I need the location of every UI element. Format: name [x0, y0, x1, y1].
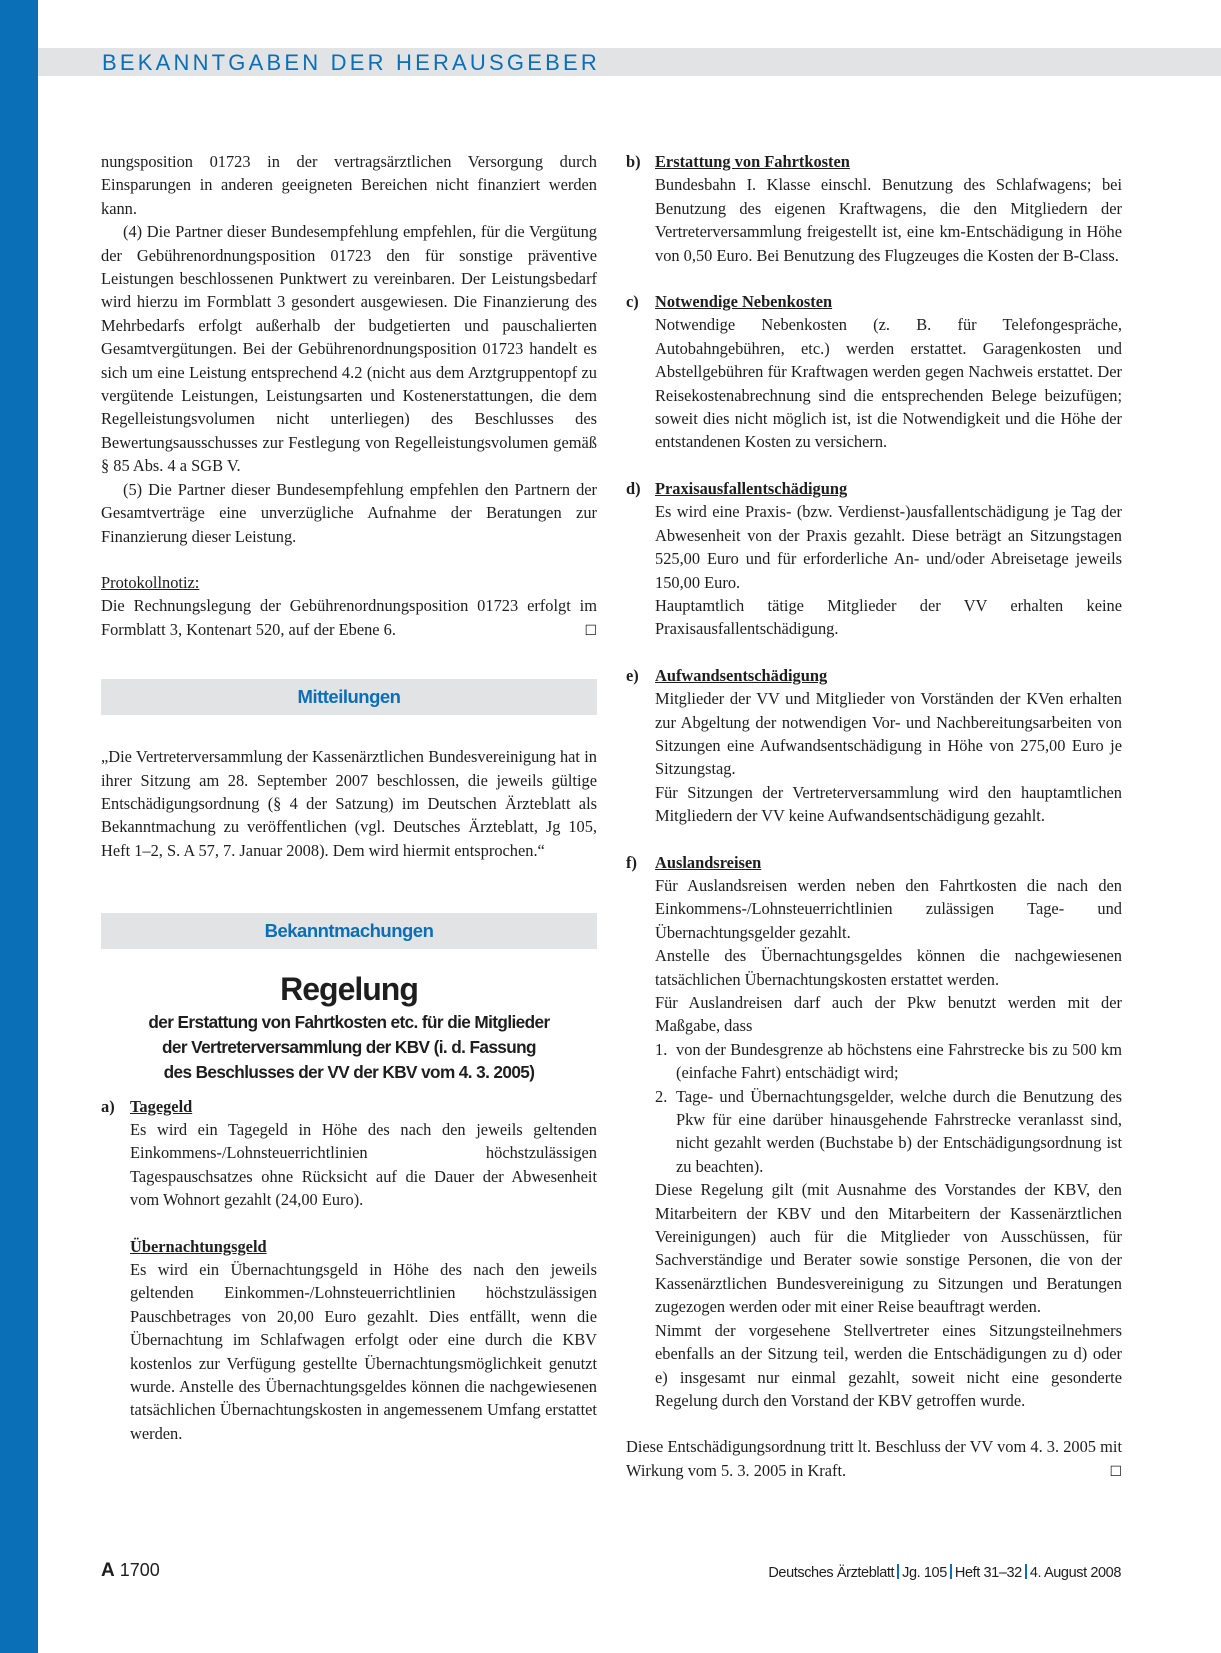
item-text: Für Auslandsreisen werden neben den Fahrtkosten die nach den Einkommens-/Lohnsteuerrichtlinien zulässigen Tage- und Übernachtungsgelder gezahlt. — [655, 875, 1122, 942]
regelung-title: Regelung — [280, 971, 418, 1008]
item-letter: a) — [101, 1096, 115, 1116]
regelung-subtitle-line: der Vertreterversammlung der KBV (i. d. Fassung — [162, 1036, 536, 1057]
item-title: Übernachtungsgeld — [130, 1236, 267, 1256]
item-text: Für Auslandreisen darf auch der Pkw benutzt werden mit der Maßgabe, dass — [655, 993, 1122, 1036]
item-title: Tagegeld — [130, 1096, 193, 1116]
closing-text: Diese Entschädigungsordnung tritt lt. Beschluss der VV vom 4. 3. 2005 mit Wirkung vom 5. 3. 2005 in Kraft. ☐ — [626, 1435, 1122, 1482]
item-text: Nimmt der vorgesehene Stellvertreter eines Sitzungsteilnehmers ebenfalls an der Sitzung teil, werden die Entschädigungen zu d) oder e) insgesamt nur einmal gezahlt, soweit nicht eine gesonderte Regelung durch den Vorstand der KBV getroffen wurde. — [655, 1320, 1122, 1410]
item-text: Mitglieder der VV und Mitglieder von Vorständen der KVen erhalten zur Abgeltung der notwendigen Vor- und Nachbereitungsarbeiten von Sitzungen eine Aufwandsentschädigung in Höhe von 275,00 Euro je Sitzungstag. — [655, 689, 1122, 779]
item-title: Erstattung von Fahrtkosten — [655, 152, 850, 171]
journal-citation — [768, 1564, 1121, 1581]
item-text: Für Sitzungen der Vertreterversammlung wird den hauptamtlichen Mitgliedern der VV keine Aufwandsentschädigung gezahlt. — [655, 782, 1122, 826]
page-number: A 1700 — [101, 1560, 160, 1581]
item-text: Diese Regelung gilt (mit Ausnahme des Vorstandes der KBV, den Mitarbeitern der KBV und den Mitarbeitern der Kassenärztlichen Vereinigungen) auch für die Mitglieder von Ausschüssen, für Sachverständige und Berater sowie sonstige Personen, die von der Kassenärztlichen Bundesvereinigung zu Sitzungen und Beratungen zugezogen werden oder mit einer Reise beauftragt werden. — [655, 1180, 1122, 1317]
right-column — [626, 150, 1122, 1484]
regelung-subtitle-line: der Erstattung von Fahrtkosten etc. für die Mitglieder — [148, 1011, 550, 1032]
section-a — [101, 1095, 597, 1446]
section-e — [626, 664, 1122, 828]
item-title: Praxisausfallentschädigung — [655, 478, 848, 498]
paragraph: nungsposition 01723 in der vertragsärztlichen Versorgung durch Einsparungen in anderen geeigneten Bereichen nicht finanziert werden kann. — [101, 152, 597, 218]
regelung-subtitle-line: des Beschlusses der VV der KBV vom 4. 3. 2005) — [163, 1061, 535, 1082]
section-title: BEKANNTGABEN DER HERAUSGEBER — [102, 50, 600, 75]
item-title: Auslandsreisen — [655, 852, 762, 872]
item-text: Es wird ein Tagegeld in Höhe des nach den jeweils geltenden Einkommens-/Lohnsteuerrichtlinien höchstzulässigen Tagespauschsatzes ohne Rücksicht auf die Dauer der Abwesenheit vom Wohnort gezahlt (24,00 Euro). — [130, 1119, 597, 1210]
item-text: Es wird eine Praxis- (bzw. Verdienst-)ausfallentschädigung je Tag der Abwesenheit von der Praxis gezahlt. Diese beträgt an Sitzungstagen 525,00 Euro und für erforderliche An- und/oder Abreisetage jeweils 150,00 Euro. — [655, 502, 1122, 592]
paragraph: (5) Die Partner dieser Bundesempfehlung empfehlen den Partnern der Gesamtverträge eine unverzügliche Aufnahme der Beratungen zur Finanzierung dieser Leistung. — [101, 479, 597, 546]
paragraph: (4) Die Partner dieser Bundesempfehlung empfehlen, für die Vergütung der Gebührenordnungsposition 01723 den für sonstige präventive Leistungen beschlossenen Punktwert zu vereinbaren. Der Leistungsbedarf wird hierzu im Formblatt 3 gesondert ausgewiesen. Die Finanzierung des Mehrbedarfs erfolgt außerhalb der budgetierten und pauschalierten Gesamtvergütungen. Bei der Gebührenordnungsposition 01723 handelt es sich um eine Leistung entsprechend 4.2 (nicht aus dem Arztgruppentopf zu vergütende Leistungen, Leistungsarten und Kostenerstattungen, die dem Regelleistungsvolumen nicht unterliegen) des Beschlusses des Bewertungsausschusses zur Festlegung von Regelleistungsvolumen gemäß § 85 Abs. 4 a SGB V. — [101, 222, 597, 476]
item-text: Notwendige Nebenkosten (z. B. für Telefongespräche, Autobahngebühren, etc.) werden erstattet. Garagenkosten und Abstellgebühren für Kraftwagen werden gegen Nachweis erstattet. Der Reisekostenabrechnung sind die entsprechenden Belege beizufügen; soweit dies nicht möglich ist, ist die Notwendigkeit und die Höhe der entstandenen Kosten zu versichern. — [655, 315, 1122, 452]
journal-volume: Jg. 105 — [902, 1565, 947, 1581]
item-letter: e) — [626, 665, 639, 685]
end-mark-icon: ☐ — [1109, 1463, 1122, 1480]
item-letter: b) — [626, 152, 641, 171]
list-item: 1. von der Bundesgrenze ab höchstens eine Fahrstrecke bis zu 500 km (einfache Fahrt) entschädigt wird; — [655, 1039, 1122, 1083]
left-column — [101, 150, 597, 1445]
condition-list — [655, 1038, 1122, 1178]
section-f — [626, 851, 1122, 1413]
section-c — [626, 290, 1122, 454]
protokoll-text: Die Rechnungslegung der Gebührenordnungsposition 01723 erfolgt im Formblatt 3, Kontenart 520, auf der Ebene 6. ☐ — [101, 594, 597, 641]
journal-date: 4. August 2008 — [1029, 1565, 1121, 1581]
section-d — [626, 477, 1122, 641]
item-text: Hauptamtlich tätige Mitglieder der VV erhalten keine Praxisausfallentschädigung. — [655, 595, 1122, 639]
item-text: Anstelle des Übernachtungsgeldes können die nachgewiesenen tatsächlichen Übernachtungskosten erstattet werden. — [655, 946, 1122, 989]
item-letter: c) — [626, 292, 639, 312]
mitteilungen-heading: Mitteilungen — [101, 679, 597, 715]
bekanntmachungen-heading: Bekanntmachungen — [101, 913, 597, 949]
protokoll-label: Protokollnotiz: — [101, 572, 200, 592]
item-title: Aufwandsentschädigung — [655, 665, 828, 685]
section-header-band — [38, 48, 1221, 76]
item-letter: d) — [626, 478, 641, 498]
list-item: 2. Tage- und Übernachtungsgelder, welche durch die Benutzung des Pkw für eine darüber hinausgehende Fahrstrecke veranlasst sind, nicht gezahlt werden (Buchstabe b) der Entschädigungsordnung ist zu beachten). — [655, 1086, 1122, 1176]
end-mark-icon: ☐ — [584, 622, 597, 639]
item-text: Es wird ein Übernachtungsgeld in Höhe des nach den jeweils geltenden Einkommen-/Lohnsteuerrichtlinien höchstzulässigen Pauschbetrages von 20,00 Euro gezahlt. Dies entfällt, wenn die Übernachtung im Schlafwagen erfolgt oder eine durch die KBV kostenlos zur Verfügung gestellte Übernachtungsmöglichkeit genutzt wurde. Anstelle des Übernachtungsgeldes können die nachgewiesenen tatsächlichen Übernachtungskosten in angemessenem Umfang erstattet werden. — [130, 1260, 597, 1443]
blue-side-bar — [0, 0, 38, 1653]
mitteilungen-text: „Die Vertreterversammlung der Kassenärztlichen Bundesvereinigung hat in ihrer Sitzung am 28. September 2007 beschlossen, die jeweils gültige Entschädigungsordnung (§ 4 der Satzung) im Deutschen Ärzteblatt als Bekanntmachung zu veröffentlichen (vgl. Deutsches Ärzteblatt, Jg 105, Heft 1–2, S. A 57, 7. Januar 2008). Dem wird hiermit entsprochen.“ — [101, 747, 597, 860]
item-title: Notwendige Nebenkosten — [655, 292, 833, 312]
item-text: Bundesbahn I. Klasse einschl. Benutzung des Schlafwagens; bei Benutzung des eigenen Kraftwagens, die den Mitgliedern der Vertreterversammlung freigestellt ist, eine km-Entschädigung in Höhe von 0,50 Euro. Bei Benutzung des Flugzeuges die Kosten der B-Class. — [655, 175, 1122, 265]
journal-issue: Heft 31–32 — [954, 1565, 1022, 1581]
item-letter: f) — [626, 852, 637, 872]
section-b — [626, 150, 1122, 267]
journal-name: Deutsches Ärzteblatt — [768, 1565, 895, 1581]
